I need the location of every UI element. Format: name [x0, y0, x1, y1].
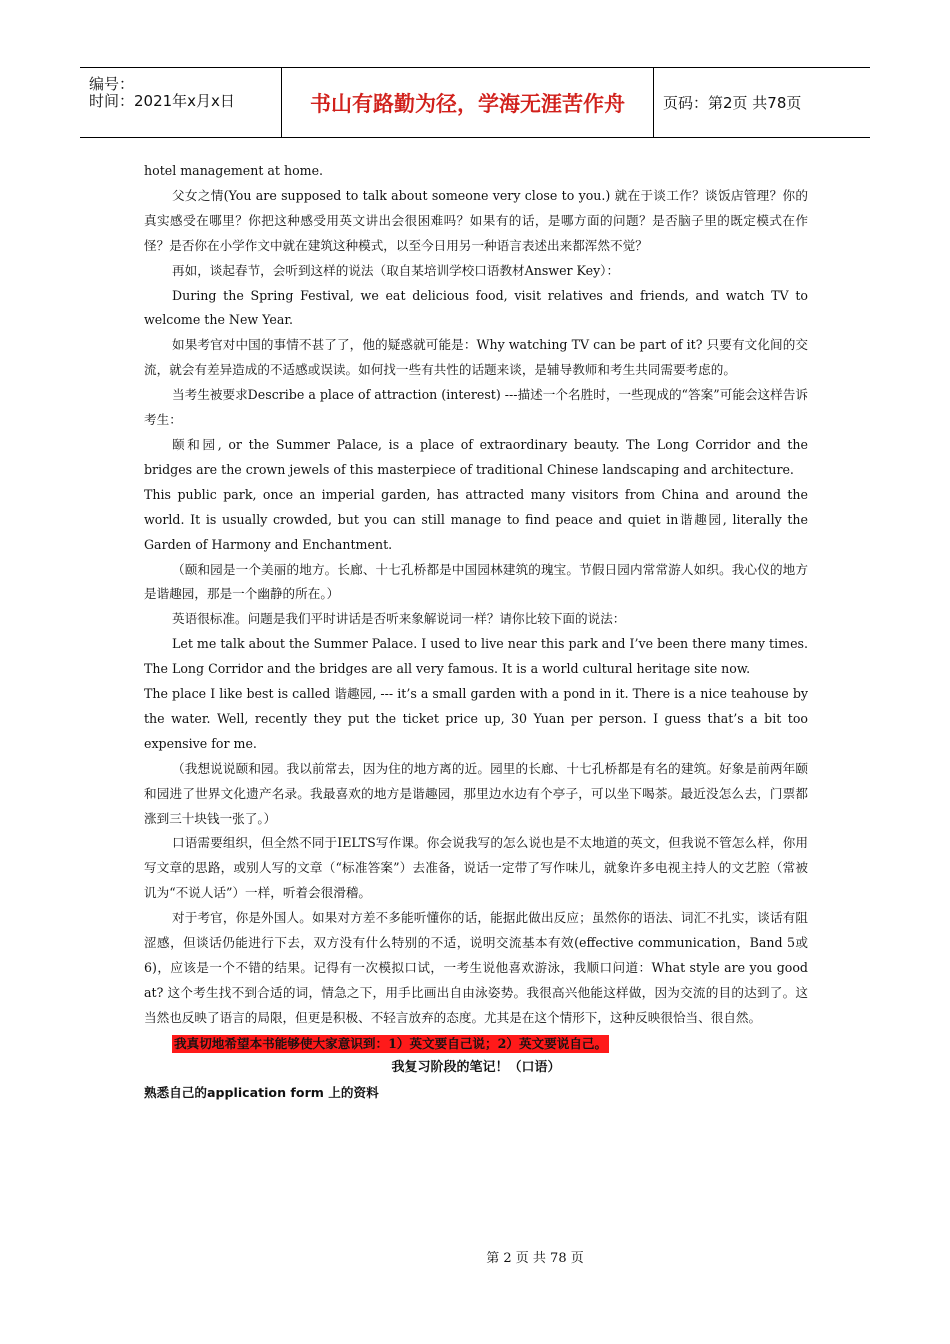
paragraph: This public park, once an imperial garden, has attracted many visitors from China and around the world. It is usually crowded, but you can still manage to find peace and quiet in谐趣园, literally the Garden of Harmony and Enchantment.	[144, 486, 808, 552]
paragraph: （我想说说颐和园。我以前常去，因为住的地方离的近。园里的长廊、十七孔桥都是有名的建筑。好象是前两年颐和园进了世界文化遗产名录。我最喜欢的地方是谐趣园，那里边水边有个亭子，可以坐下喝茶。最近没怎么去，门票都涨到三十块钱一张了。）	[144, 760, 808, 826]
subheading: 熟悉自己的application form 上的资料	[144, 1084, 379, 1100]
paragraph: 颐和园, or the Summer Palace, is a place of extraordinary beauty. The Long Corridor and the bridges are the crown jewels of this masterpiece of traditional Chinese landscaping and architecture.	[144, 436, 808, 477]
document-body	[144, 159, 808, 1105]
highlighted-sentence: 我真切地希望本书能够使大家意识到：1）英文要自己说；2）英文要说自己。	[174, 1035, 608, 1051]
time-label: 时间：2021年x月x日	[89, 92, 235, 110]
footer-page-number: 第 2 页 共 78 页	[486, 1251, 584, 1266]
paragraph: 对于考官，你是外国人。如果对方差不多能听懂你的话，能据此做出反应；虽然你的语法、词汇不扎实，谈话有阻涩感，但谈话仍能进行下去，双方没有什么特别的不适，说明交流基本有效(effective communication，Band 5或6)，应该是一个不错的结果。记得有一次模拟口试，一考生说他喜欢游泳，我顺口问道：What style are you good at? 这个考生找不到合适的词，情急之下，用手比画出自由泳姿势。我很高兴他能这样做，因为交流的目的达到了。这当然也反映了语言的局限，但更是积极、不轻言放弃的态度。尤其是在这个情形下，这种反映很恰当、很自然。	[144, 910, 808, 1025]
paragraph: hotel management at home.	[144, 163, 324, 178]
paragraph: 如果考官对中国的事情不甚了了，他的疑惑就可能是：Why watching TV can be part of it? 只要有文化间的交流，就会有差异造成的不适感或误读。如何找一些有共性的话题来谈，是辅导教师和考生共同需要考虑的。	[144, 337, 808, 378]
page-header	[80, 67, 870, 138]
highlight-row	[144, 1031, 808, 1056]
motto: 书山有路勤为径，学海无涯苦作舟	[310, 91, 625, 116]
paragraph: 英语很标准。问题是我们平时讲话是否听来象解说词一样？请你比较下面的说法：	[172, 611, 626, 627]
paragraph: （颐和园是一个美丽的地方。长廊、十七孔桥都是中国园林建筑的瑰宝。节假日园内常常游人如织。我心仪的地方是谐趣园，那是一个幽静的所在。）	[144, 561, 808, 602]
header-motto-cell	[282, 68, 654, 137]
paragraph: 当考生被要求Describe a place of attraction (interest) ---描述一个名胜时，一些现成的“答案”可能会这样告诉考生：	[144, 387, 808, 428]
paragraph: During the Spring Festival, we eat delicious food, visit relatives and friends, and watch TV to welcome the New Year.	[144, 287, 808, 328]
section-title: 我复习阶段的笔记！（口语）	[391, 1059, 561, 1075]
page-info: 页码：第2页 共78页	[663, 94, 802, 112]
paragraph: 口语需要组织，但全然不同于IELTS写作课。你会说我写的怎么说也是不太地道的英文，但我说不管怎么样，你用写文章的思路，或别人写的文章（“标准答案”）去准备，说话一定带了写作味儿，就象许多电视主持人的文艺腔（常被讥为“不说人话”）一样，听着会很滑稽。	[144, 835, 808, 901]
header-meta-cell	[80, 68, 282, 137]
number-label: 编号：	[89, 75, 135, 93]
paragraph: 再如，谈起春节，会听到这样的说法（取自某培训学校口语教材Answer Key）：	[172, 262, 620, 278]
paragraph: The place I like best is called 谐趣园, --- it’s a small garden with a pond in it. There is a nice teahouse by the water. Well, recently they put the ticket price up, 30 Yuan per person. I guess that’s a bit too expensive for me.	[144, 686, 808, 751]
paragraph: 父女之情(You are supposed to talk about someone very close to you.) 就在于谈工作？谈饭店管理？你的真实感受在哪里？你把这种感受用英文讲出会很困难吗？如果有的话，是哪方面的问题？是否脑子里的既定模式在作怪？是否你在小学作文中就在建筑这种模式，以至今日用另一种语言表述出来都浑然不觉？	[144, 187, 808, 253]
page-footer	[0, 1247, 950, 1266]
paragraph: Let me talk about the Summer Palace. I used to live near this park and I’ve been there many times. The Long Corridor and the bridges are all very famous. It is a world cultural heritage site now.	[144, 636, 808, 677]
